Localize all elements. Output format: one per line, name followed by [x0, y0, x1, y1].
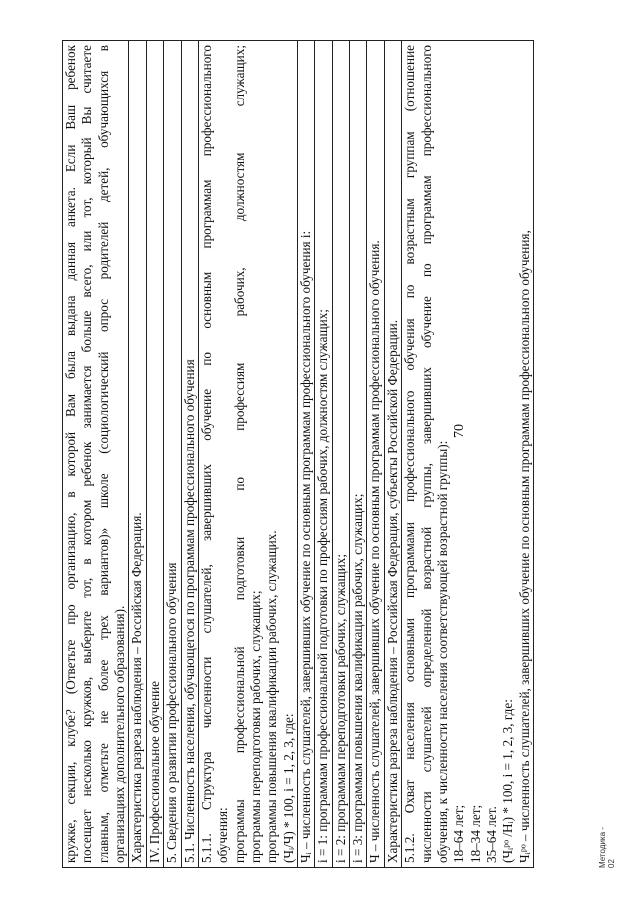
text-line: программы переподготовки рабочих, служащих; — [247, 590, 263, 863]
text-line: 5.1. Численность населения, обучающегося по программам профессионального обучения — [181, 359, 197, 863]
text-line: IV. Профессиональное обучение — [146, 680, 162, 863]
text-line: программы повышения квалификации рабочих, служащих. — [264, 530, 280, 863]
footer-code: Методика - 02 — [598, 827, 616, 868]
text-line: Характеристика разреза наблюдения – Российская Федерация. — [129, 512, 145, 863]
text-line: Чᵢ – численность слушателей, завершивших обучение по основным программам профессионального обучения i: — [298, 230, 314, 863]
page-number: 70 — [452, 424, 467, 438]
table-row — [367, 41, 384, 868]
table-row — [181, 41, 198, 868]
text-line: i = 2: программам переподготовки рабочих, служащих; — [332, 553, 348, 863]
text-line: обучения: — [215, 807, 231, 863]
table-cell — [332, 41, 349, 868]
table-cell — [63, 41, 129, 868]
table-row — [63, 41, 129, 868]
text-line: i = 1: программам профессиональной подготовки по профессиям рабочих, должностям служащих; — [315, 309, 331, 863]
table-row — [129, 41, 146, 868]
table-row — [384, 41, 401, 868]
table-cell — [181, 41, 198, 868]
table-row — [146, 41, 163, 868]
text-line: 35–64 лет. — [483, 806, 499, 863]
text-line: Ч – численность слушателей, завершивших обучение по основным программам профессионального обучения. — [367, 240, 383, 863]
table-cell — [367, 41, 384, 868]
text-line: Характеристика разреза наблюдения – Российская Федерация, субъекты Российской Федерации. — [384, 319, 400, 863]
table-cell — [298, 41, 315, 868]
table-row — [298, 41, 315, 868]
text-line: i = 3: программам повышения квалификации рабочих, служащих; — [350, 493, 366, 863]
text-line: 18–34 лет; — [467, 804, 483, 863]
text-line: программы профессиональной подготовки по профессиям рабочих, должностям служащих; — [231, 45, 247, 863]
methodology-table — [62, 40, 534, 868]
text-line: обучения, к численности населения соответствующей возрастной группы): — [434, 440, 450, 863]
text-line: Чᵢᵖᵒ – численность слушателей, завершивших обучение по основным программам профессионального обучения, — [516, 230, 532, 863]
table-cell — [315, 41, 332, 868]
text-line: численности слушателей определенной возрастной группы, завершивших обучение по программам профессионального — [418, 45, 434, 863]
table-row — [332, 41, 349, 868]
text-line: посещает несколько кружков, выберите тот, в котором ребенок занимается больше всего, или тот, который Вы считаете — [79, 45, 95, 863]
table-cell — [146, 41, 163, 868]
text-line: главным, отметьте не более трех вариантов)» школе (социологический опрос родителей детей, обучающихся в — [95, 45, 111, 863]
table-row — [402, 41, 534, 868]
table-row — [350, 41, 367, 868]
text-line: 18–64 лет; — [451, 804, 467, 863]
table-cell — [350, 41, 367, 868]
table-row — [315, 41, 332, 868]
text-line: 5.1.2. Охват населения основными программами профессионального обучения по возрастным группам (отношение — [402, 45, 418, 863]
text-line: кружке, секции, клубе? (Ответьте про организацию, в которой Вам была выдана данная анкета. Если Ваш ребенок — [63, 45, 78, 863]
table-row — [198, 41, 297, 868]
text-line: организациях дополнительного образования). — [112, 605, 128, 863]
text-line: (Чᵢ/Ч) * 100, i = 1, 2, 3, где: — [280, 713, 296, 863]
table-cell — [402, 41, 534, 868]
table-cell — [129, 41, 146, 868]
table-cell — [384, 41, 401, 868]
table-body — [63, 41, 534, 868]
text-line: (Чᵢᵖᵒ /Нᵢ) * 100, i = 1, 2, 3, где: — [500, 699, 516, 863]
text-line: 5.1.1. Структура численности слушателей, завершивших обучение по основным программам профессионального — [198, 45, 214, 863]
table-cell — [164, 41, 181, 868]
table-row — [164, 41, 181, 868]
table-cell — [198, 41, 297, 868]
text-line: 5. Сведения о развитии профессионального обучения — [164, 562, 180, 863]
